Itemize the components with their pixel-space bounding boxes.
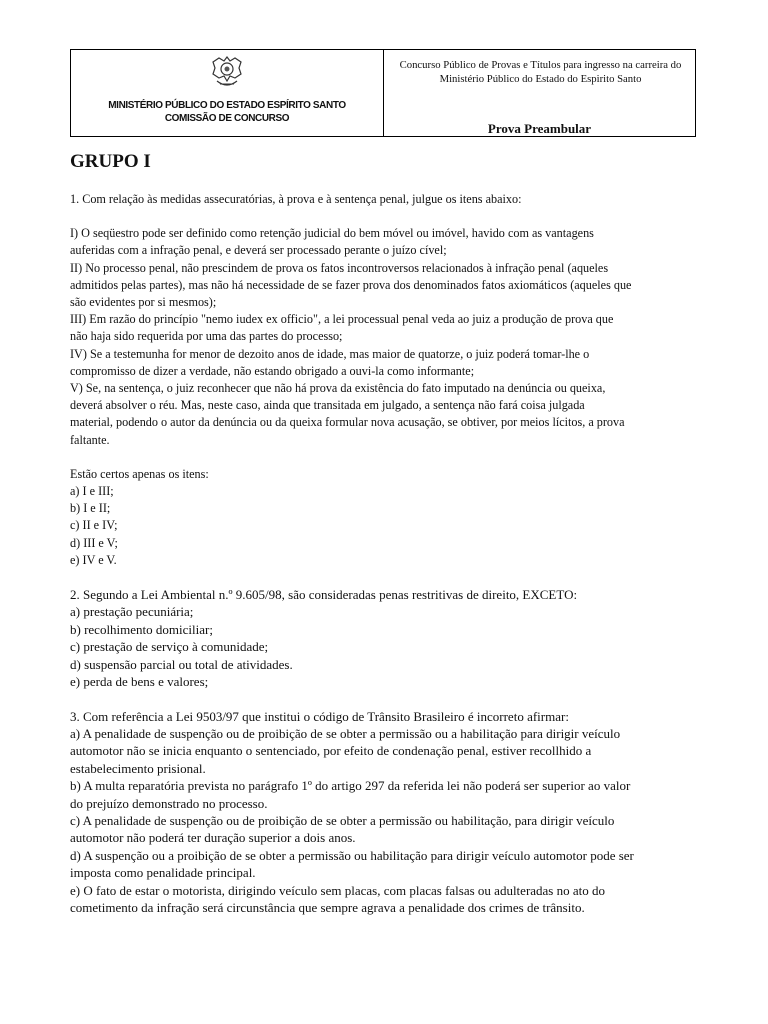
statement-list [70,225,700,449]
question-stem: 1. Com relação às medidas assecuratórias, à prova e à sentença penal, julgue os itens abaixo: [70,192,522,206]
statement-line: auferidas com a infração penal, e deverá ser processado perante o juízo cível; [70,243,447,258]
concurso-description [388,58,693,86]
answer-text-line: cometimento da infração será circunstância que sempre agrava a penalidade dos crimes de trânsito. [70,899,585,915]
header-org-cell [71,50,384,136]
answer-option-c: c) prestação de serviço à comunidade; [70,639,269,655]
statement-line: II) No processo penal, não prescindem de prova os fatos incontroversos relacionados à infração penal (aqueles [70,260,609,275]
statement-line: admitidos pelas partes), mas não há necessidade de se fazer prova dos denominados fatos axiomáticos (aqueles que [70,277,632,292]
statement-line: III) Em razão do princípio "nemo iudex ex officio", a lei processual penal veda ao juiz a produção de prova que [70,312,614,327]
answer-text-line: a) A penalidade de suspenção ou de proibição de se obter a permissão ou a habilitação para dirigir veículo [70,725,621,741]
statement-line: I) O seqüestro pode ser definido como retenção judicial do bem móvel ou imóvel, havido com as vantagens [70,226,594,241]
answer-prompt: Estão certos apenas os itens: [70,466,209,481]
answer-option-e: e) IV e V. [70,552,117,567]
exam-content [70,150,700,916]
answer-text-line: estabelecimento prisional. [70,760,206,776]
answer-option-d: d) III e V; [70,535,118,550]
statement-line: deverá absolver o réu. Mas, neste caso, ainda que transitada em julgado, a sentença não fará coisa julgada [70,398,585,413]
exam-type: Prova Preambular [487,121,592,136]
org-line-2: COMISSÃO DE CONCURSO [164,112,290,124]
question-3 [70,708,700,917]
answer-text-line: automotor não poderá ter duração superior a dois anos. [70,830,356,846]
organization-name [108,99,346,125]
concurso-line-2: Ministério Público do Estado do Espirito Santo [439,73,642,85]
answer-option-e: e) perda de bens e valores; [70,674,209,690]
statement-line: V) Se, na sentença, o juiz reconhecer que não há prova da existência do fato imputado na denúncia ou queixa, [70,381,606,396]
statement-line: material, podendo o autor da denúncia ou da queixa formular nova acusação, se obtiver, por meios lícitos, a prova [70,415,625,430]
header-exam-cell [384,50,695,136]
answer-option-a: a) prestação pecuniária; [70,604,194,620]
question-stem: 2. Segundo a Lei Ambiental n.º 9.605/98, são consideradas penas restritivas de direito, EXCETO: [70,587,578,603]
answer-text-line: do prejuízo demonstrado no processo. [70,795,268,811]
answer-options [70,483,700,569]
answer-option-a: a) I e III; [70,484,114,499]
answer-text-line: d) A suspenção ou a proibição de se obter a permissão ou habilitação para dirigir veículo automotor pode ser [70,847,634,863]
answer-option-d: d) suspensão parcial ou total de atividades. [70,656,293,672]
answer-text-line: c) A penalidade de suspenção ou de proibição de se obter a permissão ou habilitação, para dirigir veículo [70,812,615,828]
answer-text-line: imposta como penalidade principal. [70,865,256,881]
coat-of-arms-icon [210,54,244,90]
answer-option-c: c) II e IV; [70,518,118,533]
answer-text-line: e) O fato de estar o motorista, dirigindo veículo sem placas, com placas falsas ou adulteradas no ato do [70,882,605,898]
section-title: GRUPO I [70,151,151,172]
answer-option-b: b) recolhimento domiciliar; [70,621,213,637]
exam-header [70,49,696,137]
org-line-1: MINISTÉRIO PÚBLICO DO ESTADO ESPÍRITO SANTO [108,99,346,111]
answer-text-line: automotor não se inicia enquanto o sentenciado, por efeito de condenação penal, estiver recollhido a [70,743,592,759]
question-stem: 3. Com referência a Lei 9503/97 que institui o código de Trânsito Brasileiro é incorreto afirmar: [70,708,569,724]
statement-line: faltante. [70,432,110,447]
question-2 [70,586,700,690]
answer-option-b: b) I e II; [70,501,111,516]
statement-line: são evidentes por si mesmos); [70,295,217,310]
answer-text-line: b) A multa reparatória prevista no parágrafo 1º do artigo 297 da referida lei não poderá ser superior ao valor [70,778,631,794]
statement-line: não haja sido requerida por uma das partes do processo; [70,329,343,344]
question-1 [70,191,700,569]
concurso-line-1: Concurso Público de Provas e Títulos para ingresso na carreira do [399,59,682,71]
statement-line: compromisso de dizer a verdade, não estando obrigado a ouvi-la como informante; [70,363,475,378]
statement-line: IV) Se a testemunha for menor de dezoito anos de idade, mas maior de quatorze, o juiz poderá tomar-lhe o [70,346,590,361]
